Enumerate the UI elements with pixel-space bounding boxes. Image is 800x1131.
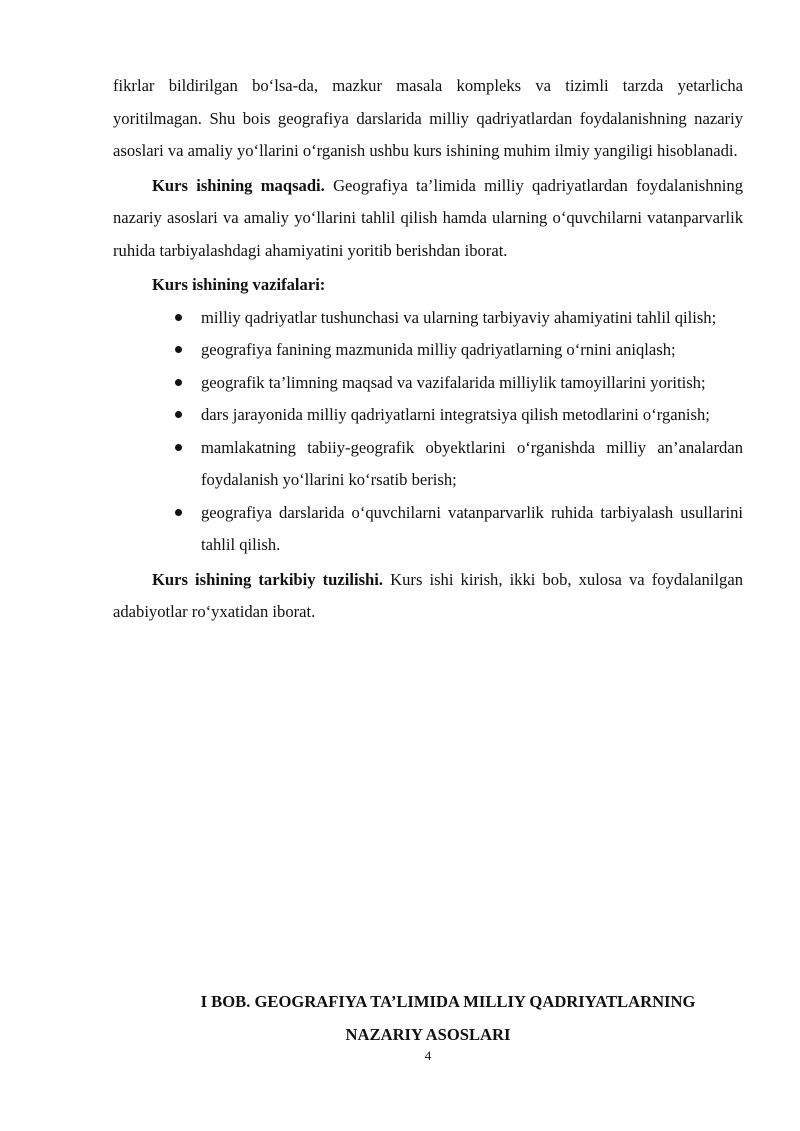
goal-paragraph <box>113 170 743 268</box>
list-item: dars jarayonida milliy qadriyatlarni integratsiya qilish metodlarini o‘rganish; <box>201 399 743 432</box>
bullet-icon <box>175 346 182 353</box>
list-item: geografik ta’limning maqsad va vazifalarida milliylik tamoyillarini yoritish; <box>201 367 743 400</box>
chapter-heading-line1: I BOB. GEOGRAFIYA TA’LIMIDA MILLIY QADRIYATLARNING <box>200 992 696 1011</box>
chapter-heading-line2: NAZARIY ASOSLARI <box>345 1025 511 1044</box>
list-item: mamlakatning tabiiy-geografik obyektlarini o‘rganishda milliy an’analardan foydalanish yo‘llarini ko‘rsatib berish; <box>201 432 743 497</box>
tasks-label: Kurs ishining vazifalari: <box>152 275 326 294</box>
structure-label: Kurs ishining tarkibiy tuzilishi. <box>152 569 384 589</box>
structure-text: Kurs ishi kirish, ikki bob, xulosa va foydalanilgan adabiyotlar ro‘yxatidan iborat. <box>113 569 743 621</box>
bullet-icon <box>175 444 182 451</box>
page-number: 4 <box>424 1048 432 1063</box>
tasks-list <box>113 302 743 562</box>
bullet-icon <box>175 379 182 386</box>
intro-paragraph: fikrlar bildirilgan bo‘lsa-da, mazkur masala kompleks va tizimli tarzda yetarlicha yoritilmagan. Shu bois geografiya darslarida milliy qadriyatlardan foydalanishning nazariy asoslari va amaliy yo‘llarini o‘rganish ushbu kurs ishining muhim ilmiy yangiligi hisoblanadi. <box>113 76 743 160</box>
goal-text: Geografiya ta’limida milliy qadriyatlardan foydalanishning nazariy asoslari va amaliy yo‘llarini tahlil qilish hamda ularning o‘quvchilarni vatanparvarlik ruhida tarbiyalashdagi ahamiyatini yoritib berishdan iborat. <box>113 175 743 260</box>
tasks-heading <box>113 269 743 302</box>
list-item: geografiya fanining mazmunida milliy qadriyatlarning o‘rnini aniqlash; <box>201 334 743 367</box>
page-content <box>113 70 743 629</box>
structure-paragraph <box>113 564 743 629</box>
bullet-icon <box>175 509 182 516</box>
goal-label: Kurs ishining maqsadi. <box>152 175 325 195</box>
chapter-heading <box>113 985 743 1051</box>
list-item: milliy qadriyatlar tushunchasi va ularning tarbiyaviy ahamiyatini tahlil qilish; <box>201 302 743 335</box>
list-item: geografiya darslarida o‘quvchilarni vatanparvarlik ruhida tarbiyalash usullarini tahlil qilish. <box>201 497 743 562</box>
bullet-icon <box>175 314 182 321</box>
bullet-icon <box>175 411 182 418</box>
